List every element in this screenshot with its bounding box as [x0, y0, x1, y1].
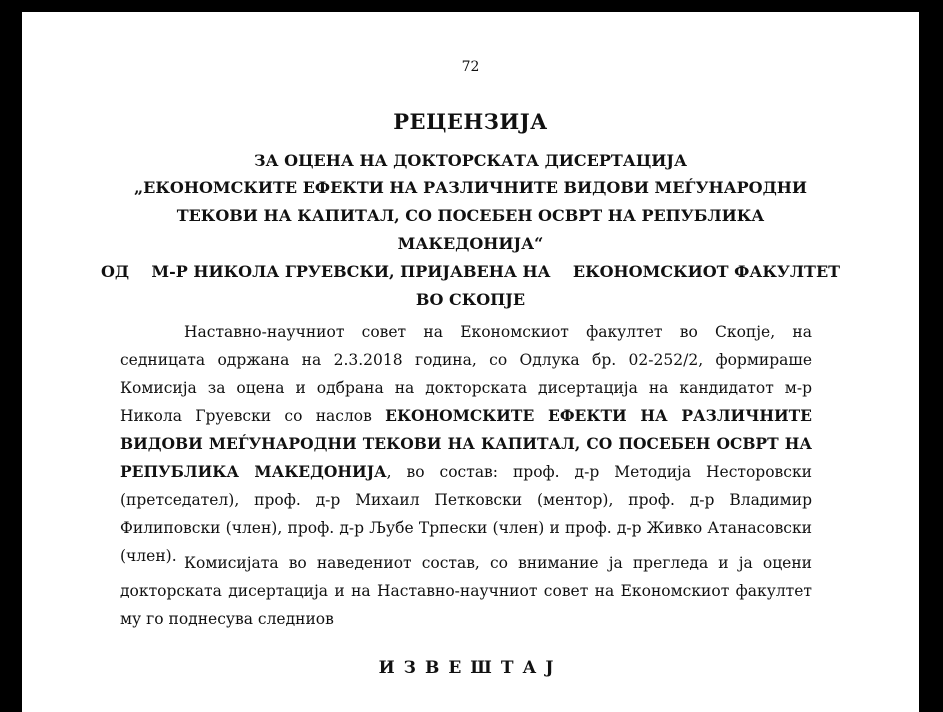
page-number: 72 [461, 59, 480, 75]
paragraph-committee [120, 318, 812, 570]
subtitle-line: ВО СКОПЈЕ [415, 290, 526, 309]
paragraph-text: , во состав: проф. д-р Методија Несторовски (претседател), проф. д-р Михаил Петковски (ментор), проф. д-р Владимир Филиповски (член), проф. д-р Љубе Трпески (член) и проф. д-р Живко Атанасовски (член). [120, 463, 812, 565]
document-page [22, 12, 919, 712]
subtitle-line: „ЕКОНОМСКИТЕ ЕФЕКТИ НА РАЗЛИЧНИТЕ ВИДОВИ МЕЃУНАРОДНИ [133, 178, 808, 197]
report-heading: ИЗВЕШТАЈ [378, 658, 563, 678]
dissertation-title: ЕКОНОМСКИТЕ ЕФЕКТИ НА РАЗЛИЧНИТЕ ВИДОВИ МЕЃУНАРОДНИ ТЕКОВИ НА КАПИТАЛ, СО ПОСЕБЕН ОСВРТ НА РЕПУБЛИКА МАКЕДОНИЈА [120, 406, 812, 481]
subtitle-line: МАКЕДОНИЈА“ [397, 234, 544, 253]
paragraph-report-intro: Комисијата во наведениот состав, со внимание ја прегледа и ја оцени докторската дисертација и на Наставно-научниот совет на Економскиот факултет му го поднесува следниов [120, 554, 812, 628]
subtitle-line: ЗА ОЦЕНА НА ДОКТОРСКАТА ДИСЕРТАЦИЈА [253, 151, 687, 170]
subtitle-line: ОД М-Р НИКОЛА ГРУЕВСКИ, ПРИЈАВЕНА НА ЕКОНОМСКИОТ ФАКУЛТЕТ [100, 262, 841, 281]
document-title: РЕЦЕНЗИЈА [393, 109, 548, 134]
subtitle-line: ТЕКОВИ НА КАПИТАЛ, СО ПОСЕБЕН ОСВРТ НА РЕПУБЛИКА [176, 206, 765, 225]
paragraph-text: Наставно-научниот совет на Економскиот факултет во Скопје, на седницата одржана на 2.3.2018 година, со Одлука бр. 02-252/2, формираше Комисија за оцена и одбрана на докторската дисертација на кандидатот м-р Никола Груевски со наслов [120, 323, 812, 425]
